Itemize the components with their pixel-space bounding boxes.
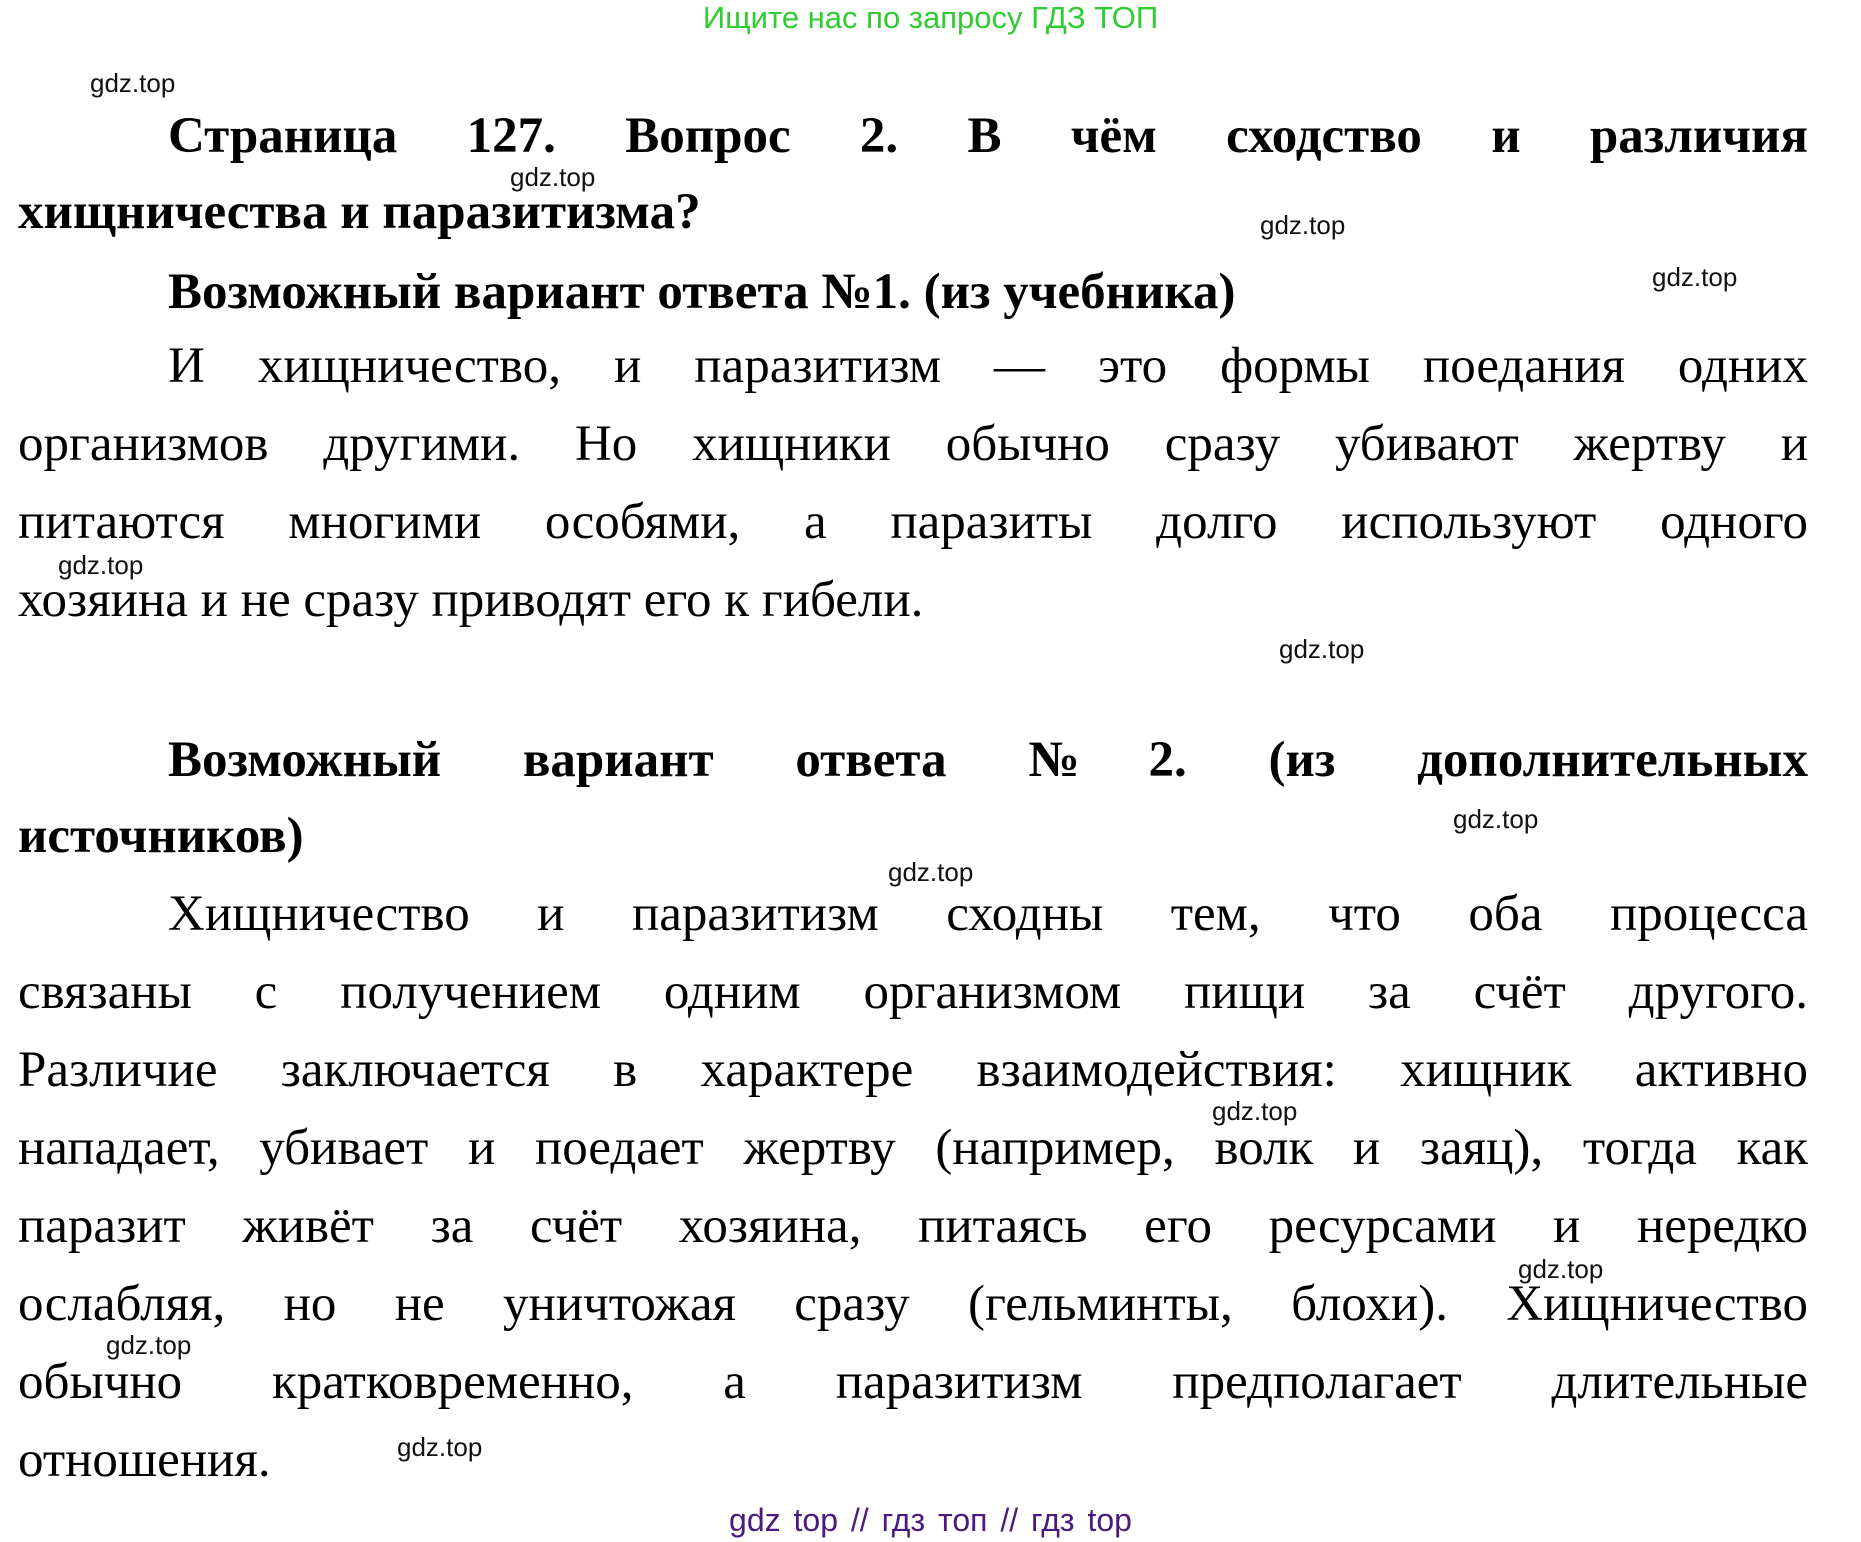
answer-2-line: обычно кратковременно, а паразитизм предполагает длительные: [18, 1354, 1808, 1410]
watermark: gdz.top: [1279, 634, 1365, 664]
watermark: gdz.top: [1453, 804, 1539, 834]
answer-2-line: Хищничество и паразитизм сходны тем, что оба процесса: [168, 886, 1808, 942]
answer-1-line: хозяина и не сразу приводят его к гибели.: [18, 572, 924, 628]
answer-2-line: паразит живёт за счёт хозяина, питаясь его ресурсами и нередко: [18, 1198, 1808, 1254]
watermark: gdz.top: [1212, 1096, 1298, 1126]
answer-2-line: связаны с получением одним организмом пищи за счёт другого.: [18, 964, 1808, 1020]
answer-2-line: нападает, убивает и поедает жертву (например, волк и заяц), тогда как: [18, 1120, 1808, 1176]
footer-links: gdz top // гдз топ // гдз top: [729, 1502, 1132, 1538]
answer-1-line: питаются многими особями, а паразиты долго используют одного: [18, 494, 1808, 550]
answer-2-line: Различие заключается в характере взаимодействия: хищник активно: [18, 1042, 1808, 1098]
watermark: gdz.top: [1518, 1254, 1604, 1284]
answer-1-line: И хищничество, и паразитизм — это формы поедания одних: [168, 338, 1808, 394]
watermark: gdz.top: [888, 857, 974, 887]
answer-2-line: ослабляя, но не уничтожая сразу (гельминты, блохи). Хищничество: [18, 1276, 1808, 1332]
search-hint-banner: Ищите нас по запросу ГДЗ ТОП: [702, 0, 1159, 35]
watermark: gdz.top: [58, 550, 144, 580]
question-title-line: Страница 127. Вопрос 2. В чём сходство и различия: [168, 108, 1808, 164]
watermark: gdz.top: [90, 68, 176, 98]
answer-2-heading: источников): [18, 808, 304, 864]
answer-2-line: отношения.: [18, 1432, 271, 1488]
watermark: gdz.top: [1652, 262, 1738, 292]
watermark: gdz.top: [1260, 210, 1346, 240]
answer-1-heading: Возможный вариант ответа №1. (из учебника): [168, 264, 1236, 320]
question-title-line: хищничества и паразитизма?: [18, 184, 701, 240]
answer-1-line: организмов другими. Но хищники обычно сразу убивают жертву и: [18, 416, 1808, 472]
watermark: gdz.top: [397, 1432, 483, 1462]
answer-2-heading: Возможный вариант ответа №2. (из дополнительных: [168, 732, 1808, 788]
watermark: gdz.top: [106, 1330, 192, 1360]
watermark: gdz.top: [510, 162, 596, 192]
